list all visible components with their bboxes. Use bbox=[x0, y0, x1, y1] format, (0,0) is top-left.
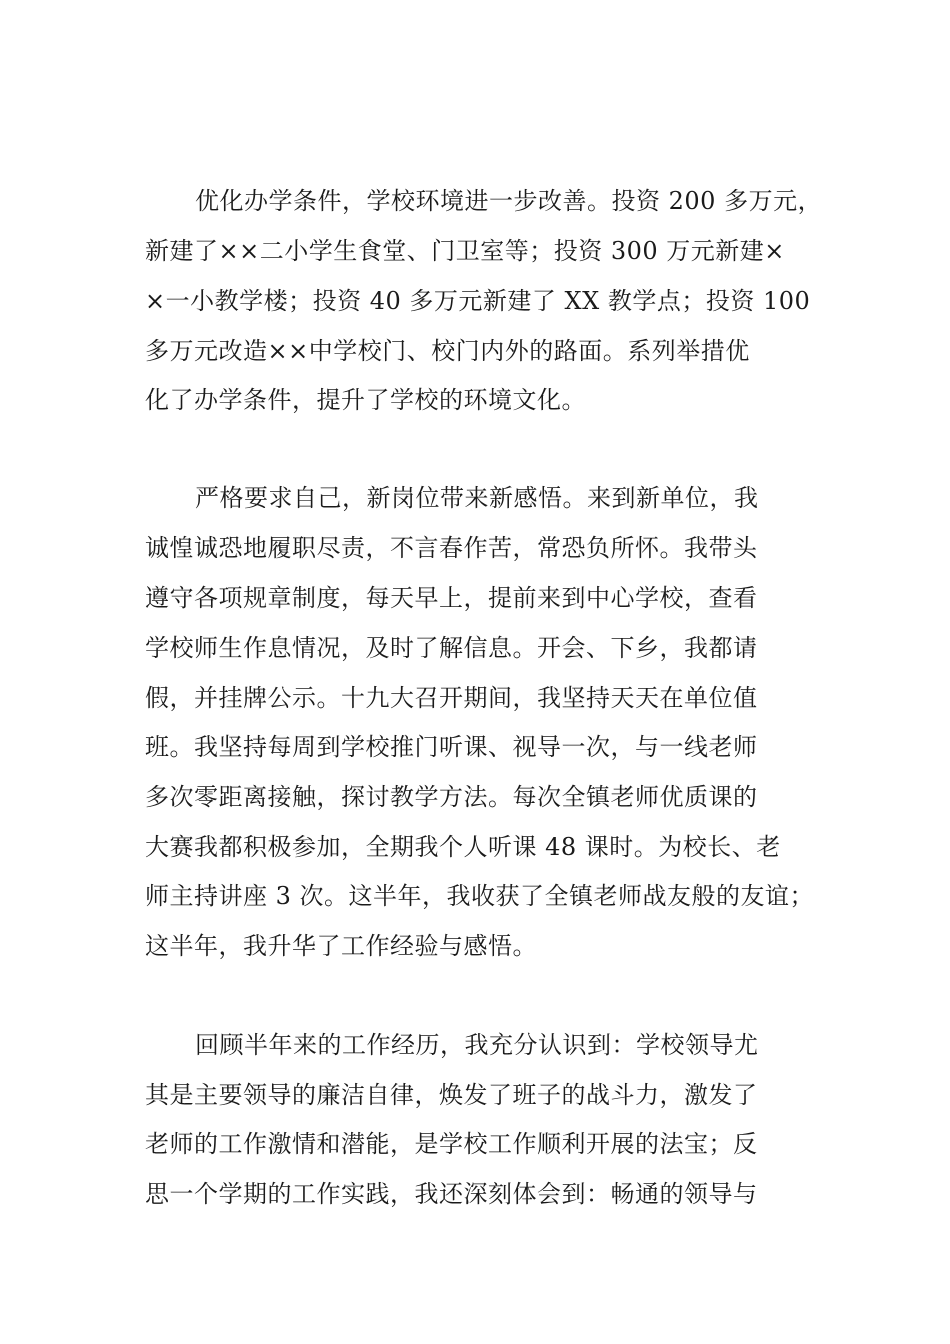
paragraph-line: 诚惶诚恐地履职尽责，不言春作苦，常恐负所怀。我带头 bbox=[145, 534, 758, 562]
paragraph-line: 新建了××二小学生食堂、门卫室等；投资 300 万元新建× bbox=[145, 237, 785, 265]
paragraph-line: 大赛我都积极参加，全期我个人听课 48 课时。为校长、老 bbox=[145, 833, 781, 861]
paragraph-line: 假，并挂牌公示。十九大召开期间，我坚持天天在单位值 bbox=[145, 684, 758, 712]
paragraph-line: 化了办学条件，提升了学校的环境文化。 bbox=[145, 386, 586, 414]
paragraph-line: 优化办学条件，学校环境进一步改善。投资 200 多万元， bbox=[195, 187, 823, 215]
paragraph-line: 遵守各项规章制度，每天早上，提前来到中心学校，查看 bbox=[145, 584, 758, 612]
paragraph-line: 班。我坚持每周到学校推门听课、视导一次，与一线老师 bbox=[145, 733, 758, 761]
paragraph-line: 这半年，我升华了工作经验与感悟。 bbox=[145, 932, 537, 960]
paragraph-line: 老师的工作激情和潜能，是学校工作顺利开展的法宝；反 bbox=[145, 1130, 758, 1158]
paragraph-line: 多次零距离接触，探讨教学方法。每次全镇老师优质课的 bbox=[145, 783, 758, 811]
paragraph-line: ×一小教学楼；投资 40 多万元新建了 XX 教学点；投资 100 bbox=[145, 287, 811, 315]
paragraph-line: 学校师生作息情况，及时了解信息。开会、下乡，我都请 bbox=[145, 634, 758, 662]
paragraph-line: 师主持讲座 3 次。这半年，我收获了全镇老师战友般的友谊； bbox=[145, 882, 815, 910]
paragraph-line: 其是主要领导的廉洁自律，焕发了班子的战斗力，激发了 bbox=[145, 1081, 758, 1109]
paragraph-line: 思一个学期的工作实践，我还深刻体会到：畅通的领导与 bbox=[145, 1180, 758, 1208]
paragraph-line: 严格要求自己，新岗位带来新感悟。来到新单位，我 bbox=[195, 484, 759, 512]
paragraph-line: 多万元改造××中学校门、校门内外的路面。系列举措优 bbox=[145, 337, 750, 365]
paragraph-line: 回顾半年来的工作经历，我充分认识到：学校领导尤 bbox=[195, 1031, 759, 1059]
